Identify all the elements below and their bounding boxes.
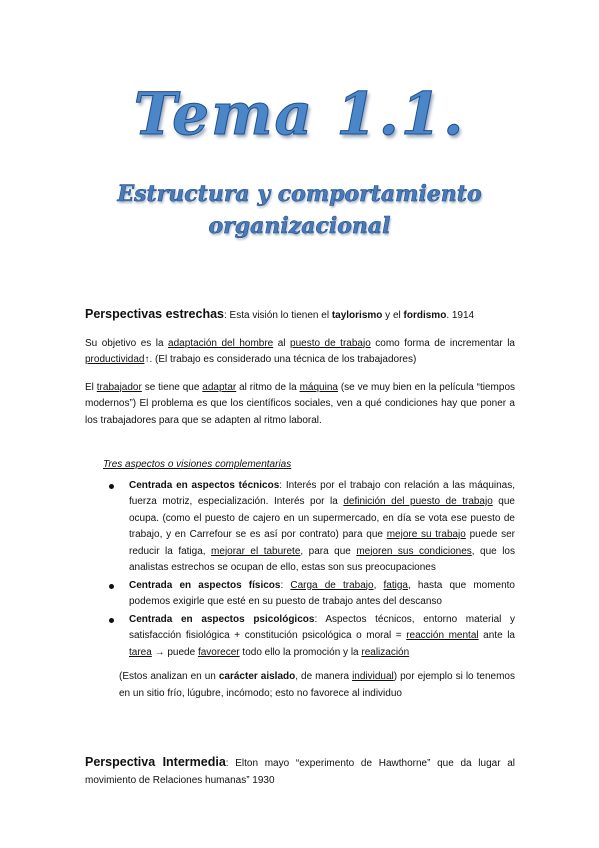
heading-perspectiva-intermedia: Perspectiva Intermedia: [85, 755, 226, 769]
text: , que los analistas estrechos se ocupan de ello, estas son sus preocupaciones: [129, 545, 515, 573]
paragraph-perspectiva-intermedia: [85, 754, 515, 789]
underlined-term: puesto de trabajo: [290, 337, 371, 349]
document-title: Tema 1.1.: [133, 80, 466, 148]
text: El: [85, 381, 97, 393]
underlined-term: adaptar: [202, 381, 237, 393]
aspects-list: [85, 478, 515, 662]
underlined-term: trabajador: [96, 381, 142, 393]
paragraph-objetivo: [85, 336, 515, 369]
bold-term: carácter aislado: [218, 671, 296, 682]
text: al: [273, 337, 291, 349]
text: y el: [382, 310, 404, 321]
text: (se ve muy bien en la película “tiempos modernos”) El problema es que los científicos sociales, ven a qué condiciones hay que poner a los trabajadores para que se adapten al ritmo laboral.: [85, 381, 516, 426]
text: , de manera: [295, 671, 353, 682]
right-arrow-icon: →: [151, 646, 168, 658]
underlined-term: mejoren sus condiciones: [356, 545, 472, 557]
text: puede ser reducir la fatiga,: [129, 529, 515, 557]
bold-fordismo: fordismo: [403, 310, 447, 321]
document-subtitle: [0, 178, 599, 242]
document-body: [85, 306, 515, 800]
text: (Estos analizan en un: [119, 671, 219, 682]
text: : Elton mayo “experimento de Hawthorne” que da lugar al movimiento de Relaciones humanas” 1930: [85, 758, 515, 786]
heading-perspectivas-estrechas: Perspectivas estrechas: [85, 307, 224, 321]
text: ,: [373, 579, 384, 591]
underlined-term: productividad: [85, 354, 145, 365]
underlined-term: definición del puesto de trabajo: [343, 496, 493, 507]
text: ) por ejemplo si lo tenemos en un sitio frío, lúgubre, incómodo; esto no favorece al individuo: [119, 671, 515, 699]
list-item-aspectos-psicologicos: [129, 612, 515, 662]
paragraph-trabajador: [85, 380, 515, 430]
text: puede: [167, 646, 198, 658]
underlined-term: favorecer: [197, 646, 240, 658]
underlined-term: realización: [361, 646, 410, 658]
text: :: [280, 579, 291, 591]
text: : Aspectos técnicos, entorno material y satisfacción fisiológica + constitución psicológica o moral =: [129, 613, 516, 641]
underlined-term: Carga de trabajo: [290, 579, 374, 591]
text: como forma de incrementar la: [370, 337, 515, 349]
bold-taylorismo: taylorismo: [331, 310, 383, 321]
underlined-term: adaptación del hombre: [168, 337, 274, 349]
paragraph-perspectivas-estrechas: [85, 306, 515, 325]
subtitle-line-2: organizacional: [208, 213, 391, 239]
bold-term: Centrada en aspectos físicos: [129, 579, 281, 591]
underlined-term: reacción mental: [406, 630, 479, 641]
text: se tiene que: [141, 381, 203, 393]
text: , para que: [300, 545, 357, 557]
underlined-term: máquina: [299, 381, 338, 393]
underlined-term: mejore su trabajo: [386, 529, 466, 540]
up-arrow-icon: ↑: [144, 354, 150, 365]
underlined-term: mejorar el taburete: [211, 545, 301, 557]
text: todo ello la promoción y la: [239, 646, 362, 658]
list-item-aspectos-tecnicos: [129, 478, 515, 577]
subtitle-line-1: Estructura y comportamiento: [117, 181, 482, 207]
underlined-term: fatiga: [383, 579, 408, 591]
text: . 1914: [446, 310, 475, 321]
underlined-term: tarea: [129, 646, 152, 658]
aspects-heading: [103, 457, 515, 474]
paragraph-note: [119, 669, 515, 702]
bold-term: Centrada en aspectos psicológicos: [129, 613, 315, 625]
bold-term: Centrada en aspectos técnicos: [129, 479, 280, 491]
text: ante la: [478, 630, 515, 641]
underlined-term: individual: [352, 671, 394, 682]
text: : Esta visión lo tienen el: [223, 310, 332, 321]
text: : Interés por el trabajo con relación a las máquinas, fuerza motriz, especialización. Interés por la: [129, 479, 515, 507]
list-item-aspectos-fisicos: [129, 578, 515, 611]
text: , hasta que momento podemos exigirle que esté en su puesto de trabajo antes del descanso: [129, 579, 515, 607]
text: que ocupa. (como el puesto de cajero en un supermercado, en día se vota ese puesto de trabajo, y en Carrefour se es así por contrato) para que: [129, 496, 515, 540]
aspects-heading-text: Tres aspectos o visiones complementarias: [103, 459, 292, 470]
text: Su objetivo es la: [85, 337, 169, 349]
text: al ritmo de la: [236, 381, 300, 393]
text: . (El trabajo es considerado una técnica de los trabajadores): [149, 354, 417, 365]
